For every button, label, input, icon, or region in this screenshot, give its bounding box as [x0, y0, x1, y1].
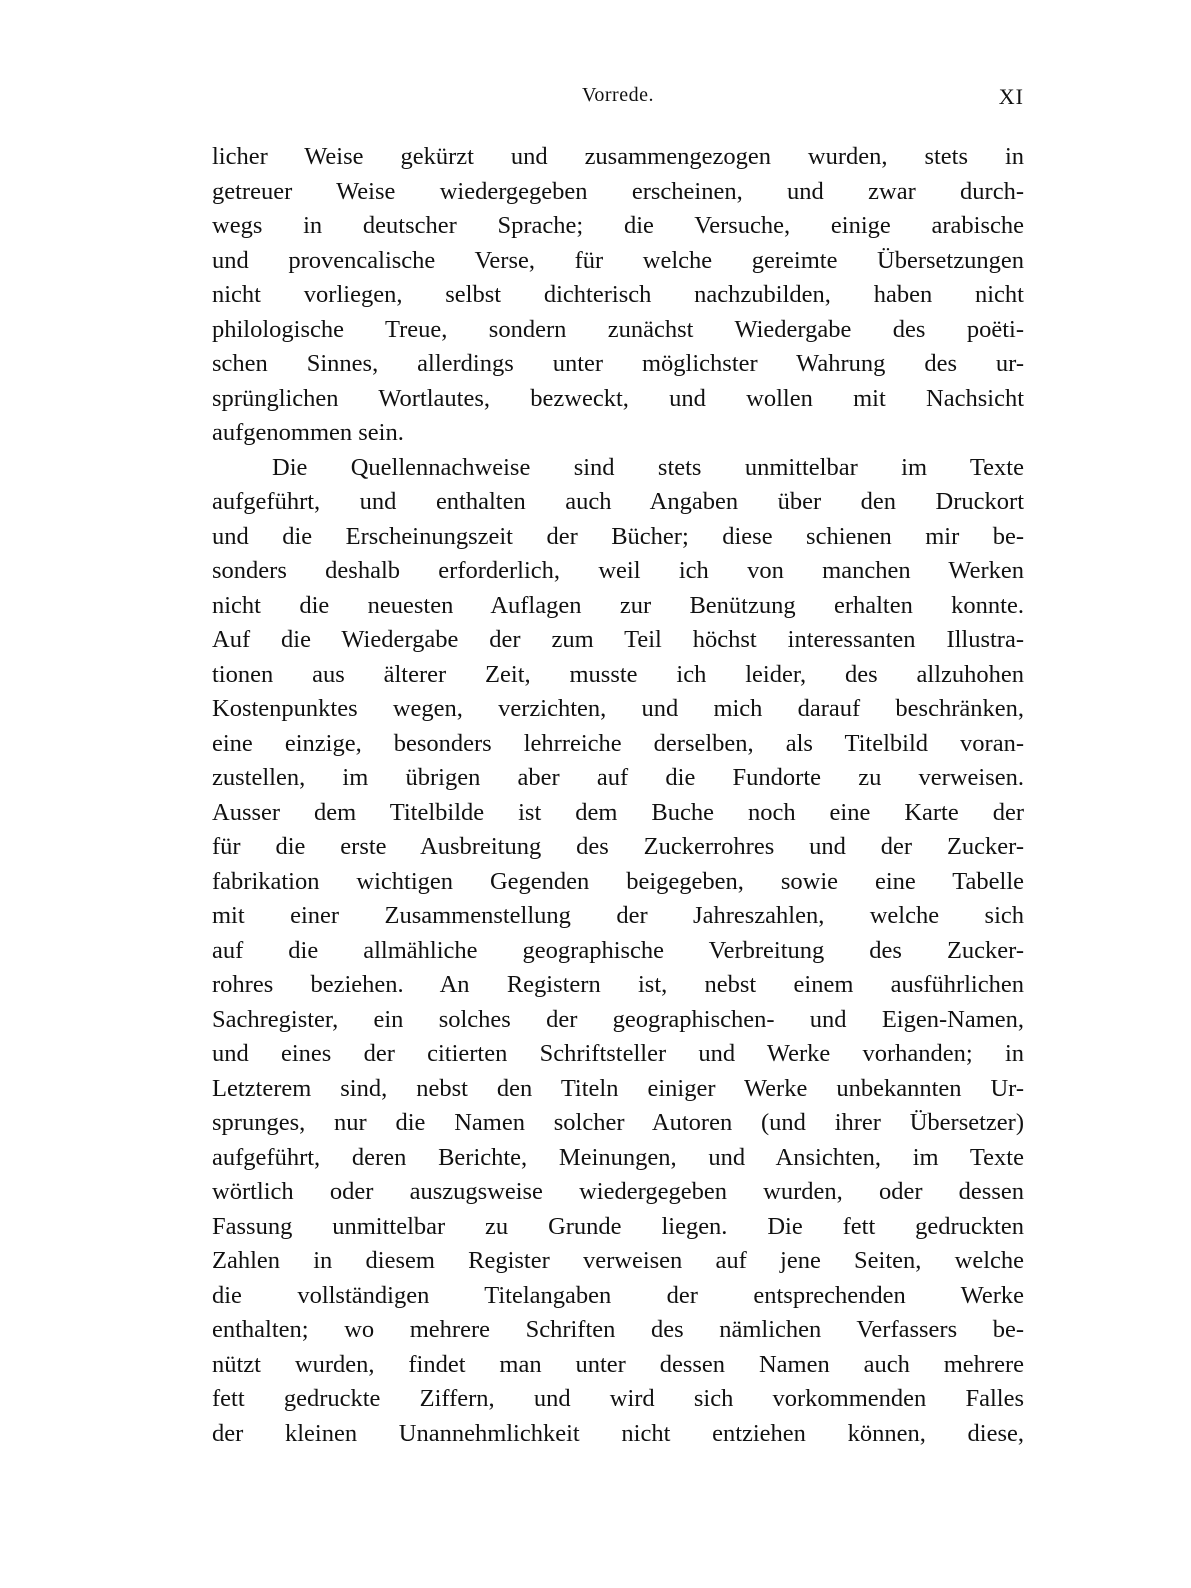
text-line: wegs in deutscher Sprache; die Versuche, einige arabische — [212, 212, 1024, 239]
text-line: nicht die neuesten Auflagen zur Benützung erhalten konnte. — [212, 591, 1024, 619]
text-line: getreuer Weise wiedergegeben erscheinen, und zwar durch- — [212, 177, 1024, 205]
text-line: philologische Treue, sondern zunächst Wiedergabe des poëti- — [212, 315, 1024, 343]
text-line: der kleinen Unannehmlichkeit nicht entziehen können, diese, — [212, 1419, 1024, 1447]
running-title: Vorrede. — [582, 84, 654, 106]
text-line: auf die allmähliche geographische Verbreitung des Zucker- — [212, 936, 1024, 964]
text-line: die vollständigen Titelangaben der entsprechenden Werke — [212, 1281, 1024, 1309]
text-line: für die erste Ausbreitung des Zuckerrohres und der Zucker- — [212, 833, 1024, 860]
text-line: und eines der citierten Schriftsteller und Werke vorhanden; in — [212, 1040, 1024, 1067]
text-line: fett gedruckte Ziffern, und wird sich vorkommenden Falles — [212, 1385, 1024, 1412]
running-head — [212, 84, 1024, 114]
text-line: und provencalische Verse, für welche gereimte Übersetzungen — [212, 246, 1024, 274]
text-line: Fassung unmittelbar zu Grunde liegen. Die fett gedruckten — [212, 1212, 1024, 1240]
text-line: sprünglichen Wortlautes, bezweckt, und wollen mit Nachsicht — [212, 384, 1024, 412]
text-line: sprunges, nur die Namen solcher Autoren (und ihrer Übersetzer) — [212, 1109, 1024, 1136]
text-line: mit einer Zusammenstellung der Jahreszahlen, welche sich — [212, 902, 1024, 929]
text-line: Zahlen in diesem Register verweisen auf jene Seiten, welche — [212, 1247, 1024, 1274]
paragraph-end-line: aufgenommen sein. — [212, 419, 404, 446]
text-line: rohres beziehen. An Registern ist, nebst einem ausführlichen — [212, 971, 1024, 998]
text-line: eine einzige, besonders lehrreiche derselben, als Titelbild voran- — [212, 729, 1024, 757]
page-number: XI — [998, 84, 1024, 109]
text-line: licher Weise gekürzt und zusammengezogen wurden, stets in — [212, 143, 1024, 170]
text-line: tionen aus älterer Zeit, musste ich leider, des allzuhohen — [212, 660, 1024, 688]
text-line: nicht vorliegen, selbst dichterisch nachzubilden, haben nicht — [212, 281, 1024, 308]
text-line: zustellen, im übrigen aber auf die Fundorte zu verweisen. — [212, 764, 1024, 791]
paragraph-start-line: Die Quellennachweise sind stets unmittelbar im Texte — [272, 453, 1024, 481]
text-line: aufgeführt, und enthalten auch Angaben über den Druckort — [212, 488, 1024, 515]
text-line: nützt wurden, findet man unter dessen Namen auch mehrere — [212, 1350, 1024, 1378]
text-line: fabrikation wichtigen Gegenden beigegeben, sowie eine Tabelle — [212, 867, 1024, 895]
text-line: wörtlich oder auszugsweise wiedergegeben wurden, oder dessen — [212, 1178, 1024, 1205]
text-line: Letzterem sind, nebst den Titeln einiger Werke unbekannten Ur- — [212, 1074, 1024, 1102]
text-line: schen Sinnes, allerdings unter möglichster Wahrung des ur- — [212, 350, 1024, 377]
body-text — [212, 140, 1024, 1451]
text-line: und die Erscheinungszeit der Bücher; diese schienen mir be- — [212, 522, 1024, 550]
text-line: enthalten; wo mehrere Schriften des nämlichen Verfassers be- — [212, 1316, 1024, 1343]
text-line: sonders deshalb erforderlich, weil ich von manchen Werken — [212, 557, 1024, 584]
text-line: aufgeführt, deren Berichte, Meinungen, und Ansichten, im Texte — [212, 1143, 1024, 1171]
text-line: Auf die Wiedergabe der zum Teil höchst interessanten Illustra- — [212, 626, 1024, 653]
text-line: Sachregister, ein solches der geographischen- und Eigen-Namen, — [212, 1005, 1024, 1033]
text-line: Kostenpunktes wegen, verzichten, und mich darauf beschränken, — [212, 695, 1024, 722]
text-line: Ausser dem Titelbilde ist dem Buche noch eine Karte der — [212, 798, 1024, 826]
